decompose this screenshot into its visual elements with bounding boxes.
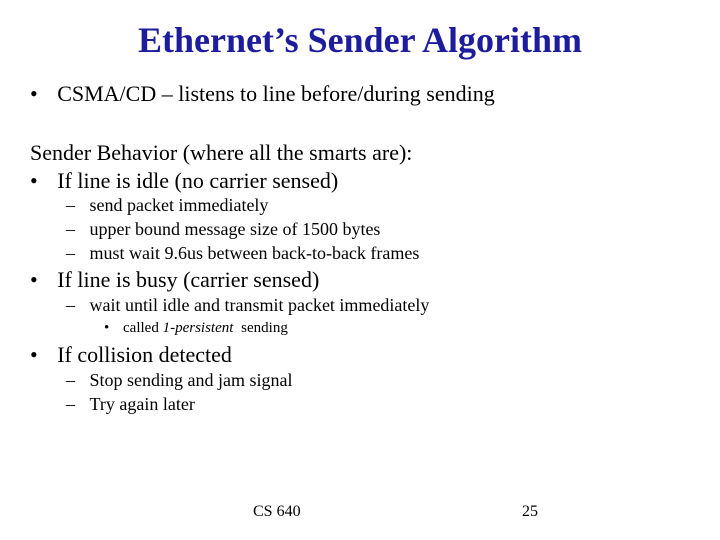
dash-marker: – xyxy=(66,295,75,315)
subitem-text: wait until idle and transmit packet immediately xyxy=(89,295,430,315)
subitem-text: Stop sending and jam signal xyxy=(89,370,293,390)
subitem-wait-until-idle xyxy=(66,294,429,316)
dash-marker: – xyxy=(66,370,75,390)
bullet-marker: • xyxy=(30,267,38,292)
bullet-line-idle xyxy=(30,168,338,194)
subitem-message-size xyxy=(66,218,380,240)
subitem-try-again xyxy=(66,393,195,415)
subitem-text: upper bound message size of 1500 bytes xyxy=(89,219,381,239)
subsub-suffix: sending xyxy=(241,320,288,336)
footer-course: CS 640 xyxy=(253,503,301,520)
subitem-text: Try again later xyxy=(89,394,195,414)
bullet-text: If line is idle (no carrier sensed) xyxy=(57,168,339,193)
bullet-marker: • xyxy=(30,168,38,193)
dash-marker: – xyxy=(66,195,75,215)
subitem-wait-frames xyxy=(66,242,419,264)
bullet-text: If collision detected xyxy=(57,342,232,367)
subitem-text: must wait 9.6us between back-to-back frames xyxy=(89,243,420,263)
subitem-text: send packet immediately xyxy=(89,195,269,215)
bullet-marker: • xyxy=(104,320,110,336)
bullet-csma-cd xyxy=(30,81,495,107)
bullet-text: If line is busy (carrier sensed) xyxy=(57,267,320,292)
section-heading: Sender Behavior (where all the smarts are): xyxy=(30,140,413,165)
footer-page-number: 25 xyxy=(522,503,538,520)
dash-marker: – xyxy=(66,219,75,239)
subsub-emph: 1-persistent xyxy=(162,320,234,336)
bullet-line-busy xyxy=(30,267,319,293)
dash-marker: – xyxy=(66,243,75,263)
dash-marker: – xyxy=(66,394,75,414)
bullet-marker: • xyxy=(30,81,38,106)
slide-title: Ethernet’s Sender Algorithm xyxy=(138,20,582,60)
subitem-jam-signal xyxy=(66,369,292,391)
bullet-text: CSMA/CD – listens to line before/during sending xyxy=(57,81,495,106)
subitem-send-immediately xyxy=(66,194,268,216)
subsub-prefix: called xyxy=(123,320,159,336)
subsubitem-persistent xyxy=(104,319,288,337)
bullet-marker: • xyxy=(30,342,38,367)
bullet-line-collision xyxy=(30,342,232,368)
